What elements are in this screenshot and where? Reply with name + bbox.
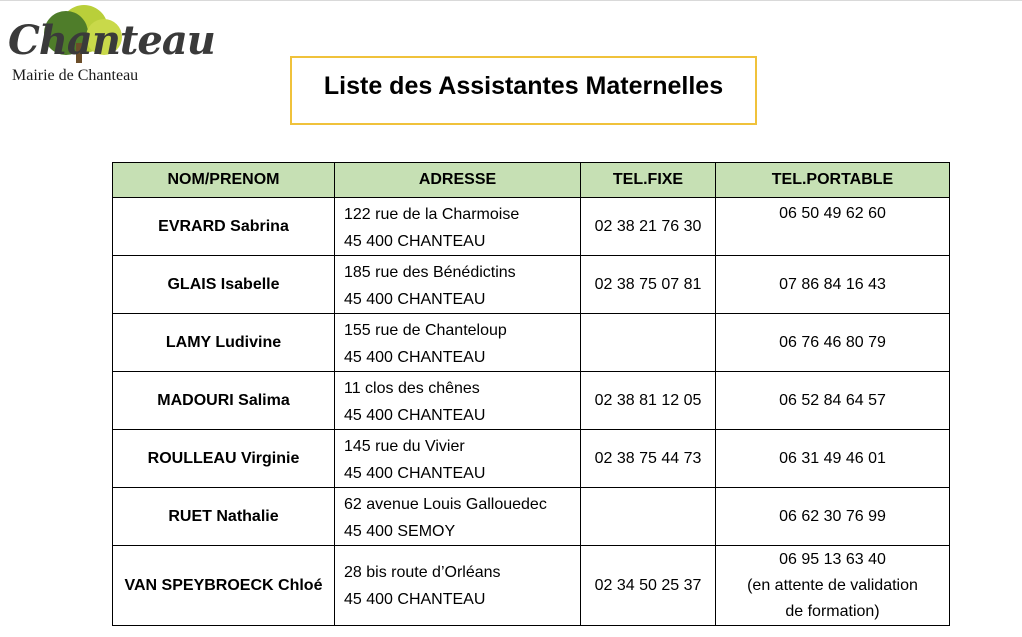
row-tel-portable	[716, 314, 950, 372]
logo-subtitle: Mairie de Chanteau	[12, 67, 139, 84]
table-row	[113, 372, 950, 430]
table-row	[113, 256, 950, 314]
row-address	[335, 546, 581, 626]
address-city: 45 400 CHANTEAU	[344, 291, 486, 308]
header-tel-fixe: TEL.FIXE	[581, 163, 716, 198]
row-name: LAMY Ludivine	[113, 314, 335, 372]
row-tel-portable	[716, 430, 950, 488]
row-tel-portable	[716, 256, 950, 314]
page-title: Liste des Assistantes Maternelles	[323, 72, 724, 100]
portable-note-line-2: de formation)	[785, 602, 880, 620]
table-row	[113, 430, 950, 488]
row-tel-portable	[716, 488, 950, 546]
address-city: 45 400 CHANTEAU	[344, 349, 486, 366]
header-adresse: ADRESSE	[335, 163, 581, 198]
address-street: 11 clos des chênes	[344, 380, 480, 397]
row-address	[335, 372, 581, 430]
address-city: 45 400 CHANTEAU	[344, 590, 486, 608]
row-name: RUET Nathalie	[113, 488, 335, 546]
address-street: 185 rue des Bénédictins	[344, 264, 516, 281]
row-name: ROULLEAU Virginie	[113, 430, 335, 488]
portable-line: 06 50 49 62 60	[779, 205, 886, 222]
table-row	[113, 488, 950, 546]
row-name: GLAIS Isabelle	[113, 256, 335, 314]
row-tel-portable	[716, 198, 950, 256]
row-name: VAN SPEYBROECK Chloé	[113, 546, 335, 626]
portable-line: 07 86 84 16 43	[779, 275, 886, 293]
chanteau-logo	[6, 3, 215, 88]
top-border-line	[0, 0, 1022, 1]
portable-line: 06 62 30 76 99	[779, 507, 886, 525]
header-tel-portable: TEL.PORTABLE	[716, 163, 950, 198]
row-tel-fixe: 02 38 75 44 73	[581, 430, 716, 488]
address-street: 62 avenue Louis Gallouedec	[344, 496, 547, 513]
row-name: EVRARD Sabrina	[113, 198, 335, 256]
table-row	[113, 198, 950, 256]
table-row	[113, 314, 950, 372]
portable-note-line-1: (en attente de validation	[747, 576, 918, 594]
portable-line: 06 95 13 63 40	[779, 550, 886, 568]
row-address	[335, 488, 581, 546]
row-name: MADOURI Salima	[113, 372, 335, 430]
row-tel-portable	[716, 372, 950, 430]
row-tel-fixe	[581, 488, 716, 546]
row-tel-fixe: 02 38 75 07 81	[581, 256, 716, 314]
table-header-row	[113, 163, 950, 198]
portable-line: 06 52 84 64 57	[779, 391, 886, 409]
logo-name: Chanteau	[8, 17, 215, 64]
address-city: 45 400 CHANTEAU	[344, 407, 486, 424]
address-city: 45 400 SEMOY	[344, 523, 456, 540]
address-street: 122 rue de la Charmoise	[344, 206, 520, 223]
address-street: 155 rue de Chanteloup	[344, 322, 507, 339]
row-address	[335, 198, 581, 256]
address-city: 45 400 CHANTEAU	[344, 465, 486, 482]
row-tel-fixe	[581, 314, 716, 372]
row-tel-fixe: 02 38 21 76 30	[581, 198, 716, 256]
row-tel-portable	[716, 546, 950, 626]
title-box	[290, 56, 757, 125]
portable-line: 06 76 46 80 79	[779, 333, 886, 351]
row-address	[335, 256, 581, 314]
row-tel-fixe: 02 34 50 25 37	[581, 546, 716, 626]
address-street: 145 rue du Vivier	[344, 438, 465, 455]
assistantes-table	[112, 162, 950, 626]
table-row	[113, 546, 950, 626]
row-address	[335, 430, 581, 488]
header-nom-prenom: NOM/PRENOM	[113, 163, 335, 198]
portable-line: 06 31 49 46 01	[779, 449, 886, 467]
row-address	[335, 314, 581, 372]
row-tel-fixe: 02 38 81 12 05	[581, 372, 716, 430]
address-city: 45 400 CHANTEAU	[344, 233, 486, 250]
address-street: 28 bis route d’Orléans	[344, 563, 501, 581]
